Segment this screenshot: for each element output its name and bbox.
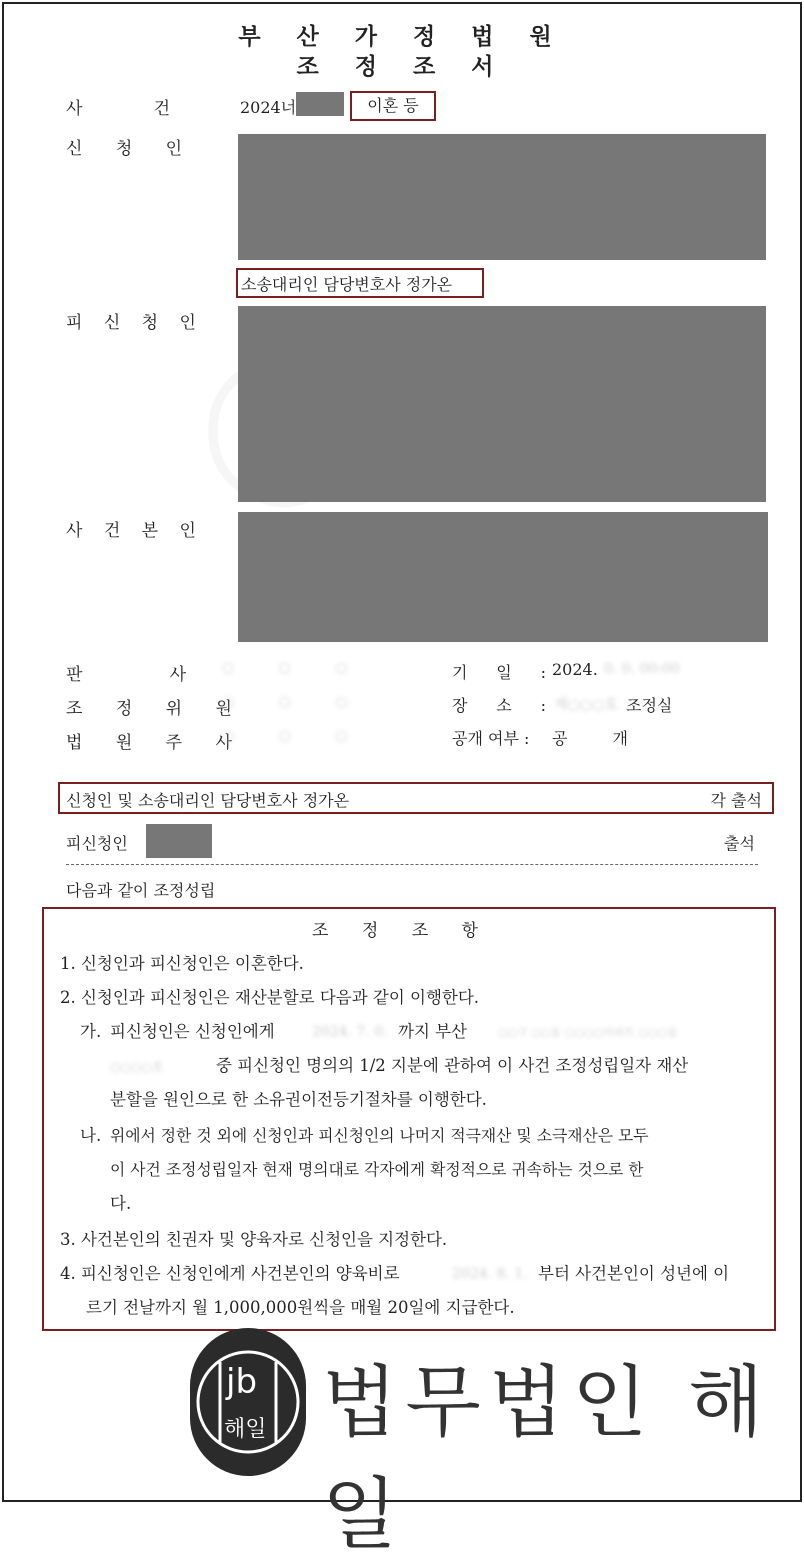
judge-name-blurred: ○ ○ ○	[222, 660, 368, 676]
clause-2: 2. 신청인과 피신청인은 재산분할로 다음과 같이 이행한다.	[60, 988, 480, 1007]
terms-heading: 조 정 조 항	[312, 921, 492, 941]
clause-4-part2: 부터 사건본인이 성년에 이	[538, 1264, 730, 1283]
mediation-result: 다음과 같이 조정성립	[66, 881, 216, 900]
attendance-row1-text: 신청인 및 소송대리인 담당변호사 정가온	[66, 791, 350, 810]
public-value: 공 개	[552, 729, 648, 748]
document-type: 조 정 조 서	[296, 53, 508, 80]
clause-2b-line2: 이 사건 조정성립일자 현재 명의대로 각자에게 확정적으로 귀속하는 것으로 한	[110, 1160, 644, 1179]
place-label: 장 소 :	[452, 696, 546, 715]
attendance-row2-status: 출석	[724, 834, 755, 853]
firm-name: 법무법인 해일	[322, 1358, 772, 1560]
place-blurred: 제○○○호	[554, 697, 618, 713]
firm-logo-letters: jb	[226, 1362, 258, 1402]
clause-2a-line1b: 까지 부산	[398, 1022, 468, 1041]
date-blurred: 0. 0. 00:00	[604, 661, 680, 677]
principal-label: 사 건 본 인	[66, 521, 204, 541]
clause-2a-line3: 분할을 원인으로 한 소유권이전등기절차를 이행한다.	[110, 1090, 487, 1109]
clause-2b-prefix: 나.	[80, 1126, 102, 1145]
clause-2a-address-blurred: ○○구 ○○동 ○○○○아파트 ○○○동	[498, 1026, 678, 1039]
clause-3: 3. 사건본인의 친권자 및 양육자로 신청인을 지정한다.	[60, 1230, 448, 1249]
redacted-respondent-name	[146, 824, 212, 858]
attendance-row1-status: 각 출석	[710, 791, 762, 810]
mediator-name-blurred: ○ ○ ○	[222, 694, 368, 710]
clause-2b-line1: 위에서 정한 것 외에 신청인과 피신청인의 나머지 적극재산 및 소극재산은 모두	[110, 1126, 649, 1145]
clause-1: 1. 신청인과 피신청인은 이혼한다.	[60, 954, 304, 973]
clause-2a-date-blurred: 2024. 7. 0.	[312, 1024, 388, 1040]
case-number: 2024너	[240, 98, 297, 117]
date-label: 기 일 :	[452, 663, 546, 682]
redacted-case-number	[296, 92, 344, 116]
clause-4-date-blurred: 2024. 8. 1.	[452, 1266, 528, 1282]
applicant-agent: 소송대리인 담당변호사 정가온	[236, 268, 484, 298]
clause-2a-prefix: 가.	[80, 1022, 102, 1041]
clerk-label: 법 원 주 사	[66, 733, 246, 753]
clerk-name-blurred: ○ ○ ○	[222, 728, 368, 744]
dashed-divider	[66, 864, 758, 865]
respondent-label: 피 신 청 인	[66, 313, 204, 333]
date-value: 2024.	[552, 660, 598, 679]
applicant-label: 신 청 인	[66, 139, 197, 159]
place-value: 조정실	[626, 696, 673, 715]
attendance-row2-text: 피신청인	[66, 834, 128, 853]
clause-2a-unit-blurred: ○○○○호	[110, 1060, 164, 1074]
firm-logo-mark	[190, 1328, 306, 1476]
mediator-label: 조 정 위 원	[66, 699, 246, 719]
clause-2a-line1a: 피신청인은 신청인에게	[110, 1022, 275, 1041]
firm-logo-sub: 해일	[224, 1417, 267, 1442]
public-label: 공개 여부 :	[452, 729, 530, 748]
case-name: 이혼 등	[350, 91, 436, 121]
redacted-respondent-info	[238, 306, 766, 502]
clause-2a-line2: 중 피신청인 명의의 1/2 지분에 관하여 이 사건 조정성립일자 재산	[216, 1056, 689, 1075]
court-name: 부 산 가 정 법 원	[238, 23, 566, 50]
clause-2b-line3: 다.	[110, 1194, 132, 1213]
redacted-principal-info	[238, 512, 768, 642]
clause-4-part1: 4. 피신청인은 신청인에게 사건본인의 양육비로	[60, 1264, 400, 1283]
clause-4-line2: 르기 전날까지 월 1,000,000원씩을 매월 20일에 지급한다.	[86, 1298, 515, 1317]
firm-logo-icon	[190, 1328, 306, 1476]
attendance-box	[58, 782, 774, 814]
redacted-applicant-info	[238, 134, 766, 260]
case-label: 사 건	[66, 99, 170, 119]
judge-label: 판 사	[66, 665, 186, 685]
